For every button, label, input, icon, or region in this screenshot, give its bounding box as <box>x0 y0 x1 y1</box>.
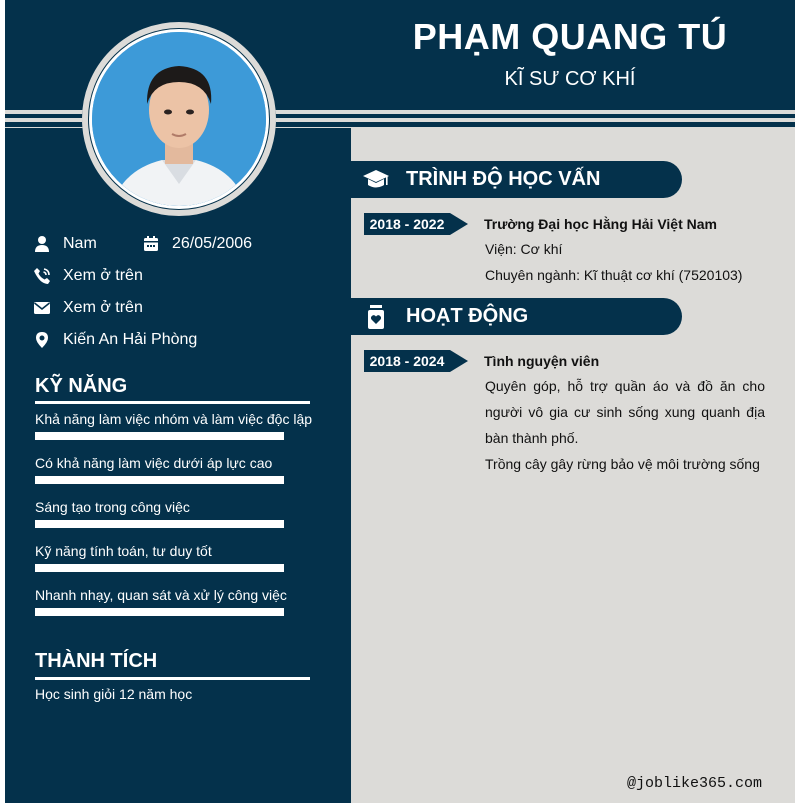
graduation-cap-icon <box>362 166 390 194</box>
phone-value: Xem ở trên <box>63 267 143 284</box>
skills-heading: KỸ NĂNG <box>35 375 128 397</box>
job-title: KĨ SƯ CƠ KHÍ <box>504 68 636 90</box>
skill-bar <box>35 564 284 572</box>
major: Chuyên ngành: Kĩ thuật cơ khí (7520103) <box>485 267 743 283</box>
skills-rule <box>35 401 310 404</box>
address-row <box>33 328 197 352</box>
email-value: Xem ở trên <box>63 299 143 316</box>
location-pin-icon <box>33 331 51 349</box>
avatar <box>92 32 266 206</box>
email-icon <box>33 299 51 317</box>
skill-item: Khả năng làm việc nhóm và làm việc độc lập <box>35 411 313 427</box>
activities-period-tag <box>364 350 468 372</box>
education-banner <box>351 161 682 198</box>
achievement-item: Học sinh giỏi 12 năm học <box>35 686 193 702</box>
institute: Viện: Cơ khí <box>485 241 563 257</box>
activity-description: Trồng cây gây rừng bảo vệ môi trường sống <box>485 456 760 472</box>
school-name: Trường Đại học Hằng Hải Việt Nam <box>484 216 717 232</box>
skill-item: Nhanh nhạy, quan sát và xử lý công việc <box>35 587 287 603</box>
education-period: 2018 - 2022 <box>369 216 445 232</box>
volunteer-jar-icon <box>362 303 390 331</box>
gender-value: Nam <box>63 235 97 252</box>
activities-heading: HOẠT ĐỘNG <box>406 305 529 327</box>
achievements-heading: THÀNH TÍCH <box>35 650 158 672</box>
skill-item: Có khả năng làm việc dưới áp lực cao <box>35 455 273 471</box>
skill-item: Sáng tạo trong công việc <box>35 499 190 515</box>
calendar-icon <box>142 235 160 253</box>
phone-row <box>33 264 143 288</box>
resume-page <box>5 0 795 803</box>
achievements-rule <box>35 677 310 680</box>
user-icon <box>33 235 51 253</box>
skill-bar <box>35 476 284 484</box>
skill-bar <box>35 608 284 616</box>
activities-period: 2018 - 2024 <box>369 353 445 369</box>
skill-bar <box>35 520 284 528</box>
activities-banner <box>351 298 682 335</box>
email-row <box>33 296 143 320</box>
candidate-name: PHẠM QUANG TÚ <box>412 16 728 57</box>
education-heading: TRÌNH ĐỘ HỌC VẤN <box>406 168 601 190</box>
skill-bar <box>35 432 284 440</box>
activity-description: Quyên góp, hỗ trợ quần áo và đồ ăn cho người vô gia cư sinh sống xung quanh địa bàn thành phố. <box>485 378 765 446</box>
skill-item: Kỹ năng tính toán, tư duy tốt <box>35 543 212 559</box>
dob-value: 26/05/2006 <box>172 235 253 252</box>
gender-row <box>33 232 97 256</box>
phone-icon <box>33 267 51 285</box>
dob-row <box>142 232 252 256</box>
address-value: Kiến An Hải Phòng <box>63 331 198 348</box>
education-period-tag <box>364 213 468 235</box>
watermark: @joblike365.com <box>627 775 763 792</box>
activity-role: Tình nguyện viên <box>484 353 600 369</box>
